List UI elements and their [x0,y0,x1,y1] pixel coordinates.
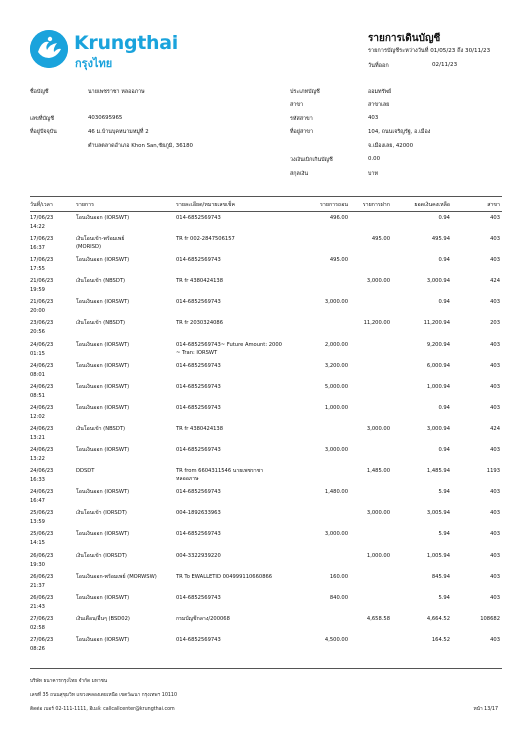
row-date: 26/06/23 [30,573,54,580]
account-type-label: ประเภทบัญชี [290,89,320,95]
row-branch: 1193 [486,468,500,475]
row-details-cont: หลออภาษ [176,476,199,483]
row-time: 12:02 [30,413,45,420]
row-date: 24/06/23 [30,362,54,369]
row-balance: 5.94 [438,531,450,538]
row-branch: 403 [490,489,500,496]
row-branch: 403 [490,257,500,264]
row-type: โอนเงินออก-พร้อมเพย์ (MORWSW) [76,573,157,580]
row-type: โอนเงินออก (IORSWT) [76,341,130,348]
row-branch: 403 [490,594,500,601]
row-branch: 403 [490,573,500,580]
row-date: 24/06/23 [30,341,54,348]
statement-period: รายการบัญชีระหว่างวันที่ 01/05/23 ถึง 30/11/23 [368,48,491,54]
row-time: 19:59 [30,287,45,294]
table-row [30,233,502,254]
header-branch: สาขา [487,202,500,208]
row-deposit: 3,000.00 [366,510,390,517]
row-type: เงินโอนเข้า (IORSDT) [76,510,127,517]
row-deposit: 1,485.00 [366,468,390,475]
row-branch: 403 [490,552,500,559]
row-time: 16:37 [30,245,45,252]
table-row [30,381,502,402]
row-details: TR fr 002-2847506157 [176,236,235,243]
address-line1: 46 ม.บ้านบุคหนามหมู่ที่ 2 [88,129,149,135]
row-details: 014-6852569743 [176,594,221,601]
row-branch: 403 [490,341,500,348]
row-balance: 3,005.94 [426,510,450,517]
row-type: โอนเงินออก (IORSWT) [76,215,130,221]
table-row [30,296,502,317]
row-date: 26/06/23 [30,552,54,559]
row-withdrawal: 3,200.00 [324,362,348,369]
table-row [30,317,502,338]
brand-name-en: Krungthai [74,32,178,54]
footer-address: เลขที่ 35 ถนนสุขุมวิท แขวงคลองเตยเหนือ เขตวัฒนา กรุงเทพฯ 10110 [30,693,178,698]
row-date: 27/06/23 [30,636,54,643]
row-details: TR fr 2030324086 [176,320,224,327]
row-type: โอนเงินออก (IORSWT) [76,383,130,390]
row-type: โอนเงินออก (IORSWT) [76,362,130,369]
branch-code-value: 403 [368,115,379,121]
table-row [30,634,502,655]
row-deposit: 495.00 [371,236,390,243]
row-time: 19:30 [30,561,45,568]
row-branch: 403 [490,215,500,221]
row-date: 25/06/23 [30,531,54,538]
header-type: รายการ [76,202,94,208]
row-branch: 424 [490,425,500,432]
row-balance: 0.94 [438,257,450,264]
table-row [30,528,502,549]
row-balance: 11,200.94 [423,320,450,327]
row-type: DDSDT [76,468,95,475]
row-branch: 203 [490,320,500,327]
row-time: 02:58 [30,624,45,631]
account-type-value: ออมทรัพย์ [368,89,392,95]
table-row [30,465,502,486]
row-details: TR from 6604311546 นายเพชราชา [176,468,264,475]
row-balance: 0.94 [438,404,450,411]
row-type: เงินโอนเข้า (IORSDT) [76,552,127,559]
row-details: TR fr 4380424138 [176,425,224,432]
row-details: 014-6852569743 [176,636,221,643]
row-details: 014-6852569743 [176,489,221,496]
row-time: 08:51 [30,392,45,399]
table-row [30,613,502,634]
branch-label: สาขา [290,102,304,108]
row-details: 014-6852569743 [176,404,221,411]
krungthai-bird-icon [30,30,68,68]
row-withdrawal: 3,000.00 [324,299,348,306]
row-balance: 0.94 [438,215,450,221]
row-branch: 403 [490,362,500,369]
header-deposit: รายการฝาก [362,202,390,208]
row-date: 24/06/23 [30,404,54,411]
row-type: โอนเงินออก (IORSWT) [76,447,130,454]
row-branch: 424 [490,278,500,285]
row-withdrawal: 1,000.00 [324,404,348,411]
header-date: วันที่/เวลา [30,202,53,208]
row-deposit: 3,000.00 [366,425,390,432]
row-branch: 108682 [480,615,500,622]
footer-contact: ติดต่อ เบอร์ 02-111-1111, อีเมล์: callcallcenter@krungthai.com [30,707,175,712]
row-type: เงินเดือน/อื่นๆ (BSD02) [76,615,130,622]
row-balance: 9,200.94 [426,341,450,348]
row-time: 08:01 [30,371,45,378]
row-balance: 0.94 [438,447,450,454]
row-date: 17/06/23 [30,257,54,264]
row-branch: 403 [490,404,500,411]
row-branch: 403 [490,636,500,643]
table-row [30,550,502,571]
row-time: 16:47 [30,498,45,505]
row-date: 24/06/23 [30,489,54,496]
row-details: 004-1892633963 [176,510,221,517]
page-number: หน้า 13/17 [473,707,498,712]
row-type: โอนเงินออก (IORSWT) [76,489,130,496]
footer-company: บริษัท ธนาคารกรุงไทย จำกัด มหาชน [30,679,108,684]
row-details: 014-6852569743~ Future Amount: 2000 [176,341,282,348]
row-time: 13:59 [30,519,45,526]
issued-date-value: 02/11/23 [432,62,458,68]
currency-value: บาท [368,171,379,177]
address-line2: ตำบลตลาดอำเภอ Khon San,ชัยภูมิ, 36180 [88,143,193,149]
address-label: ที่อยู่ปัจจุบัน [30,129,57,135]
row-type: โอนเงินออก (IORSWT) [76,299,130,306]
table-row [30,360,502,381]
row-time: 14:15 [30,540,45,547]
brand-name-th: กรุงไทย [75,57,113,70]
row-type: เงินโอนเข้า-พร้อมเพย์ [76,236,125,243]
table-row [30,339,502,360]
table-row [30,571,502,592]
row-deposit: 1,000.00 [366,552,390,559]
table-row [30,402,502,423]
row-time: 20:56 [30,329,45,336]
table-row [30,444,502,465]
row-details: TR fr 4380424138 [176,278,224,285]
row-time: 21:37 [30,582,45,589]
row-time: 01:15 [30,350,45,357]
table-row [30,275,502,296]
row-balance: 1,005.94 [426,552,450,559]
row-balance: 1,485.94 [426,468,450,475]
row-withdrawal: 2,000.00 [324,341,348,348]
table-row [30,423,502,444]
row-withdrawal: 3,000.00 [324,447,348,454]
overdraft-value: 0.00 [368,156,381,162]
statement-title: รายการเดินบัญชี [368,33,441,44]
table-body [30,212,502,655]
row-details: 014-6852569743 [176,383,221,390]
header-details: รายละเอียด/หมายเลขเช็ค [176,202,236,208]
row-type: เงินโอนเข้า (NBSDT) [76,278,126,285]
row-time: 13:22 [30,456,45,463]
row-time: 17:55 [30,266,45,273]
row-branch: 403 [490,447,500,454]
row-type-cont: (MORISD) [76,244,102,251]
issued-date-label: วันที่ออก [368,63,389,69]
row-date: 24/06/23 [30,447,54,454]
row-details: 014-6852569743 [176,362,221,369]
account-number-label: เลขที่บัญชี [30,116,55,122]
row-date: 25/06/23 [30,510,54,517]
row-date: 26/06/23 [30,594,54,601]
row-type: เงินโอนเข้า (NBSDT) [76,425,126,432]
row-withdrawal: 495.00 [329,257,348,264]
overdraft-label: วงเงินเบิกเกินบัญชี [290,157,333,163]
table-row [30,507,502,528]
row-date: 21/06/23 [30,278,54,285]
table-row [30,486,502,507]
row-balance: 4,664.52 [426,615,450,622]
row-balance: 3,000.94 [426,278,450,285]
row-date: 24/06/23 [30,468,54,475]
currency-label: สกุลเงิน [290,171,309,177]
row-deposit: 11,200.00 [363,320,390,327]
row-branch: 403 [490,531,500,538]
row-details: 014-6852569743 [176,215,221,221]
row-time: 16:33 [30,477,45,484]
account-number-value: 4030695965 [88,115,123,121]
row-withdrawal: 5,000.00 [324,383,348,390]
row-withdrawal: 1,480.00 [324,489,348,496]
row-withdrawal: 496.00 [329,215,348,221]
table-bottom-rule [30,668,502,669]
row-withdrawal: 160.00 [329,573,348,580]
row-deposit: 3,000.00 [366,278,390,285]
row-details: 014-6852569743 [176,257,221,264]
row-type: โอนเงินออก (IORSWT) [76,404,130,411]
row-date: 21/06/23 [30,299,54,306]
row-date: 17/06/23 [30,236,54,243]
row-branch: 403 [490,236,500,243]
row-date: 17/06/23 [30,215,54,221]
account-name-value: นายเพชราชา หลออภาษ [88,89,145,95]
row-type: โอนเงินออก (IORSWT) [76,257,130,264]
branch-code-label: รหัสสาขา [290,116,313,122]
row-time: 13:21 [30,434,45,441]
row-balance: 5.94 [438,594,450,601]
krungthai-logo [30,30,178,70]
row-time: 14:22 [30,224,45,230]
row-details-cont: ~ Tran: IORSWT [176,349,218,356]
row-details: TR To EWALLETID 004999110660866 [176,573,273,580]
row-time: 21:43 [30,603,45,610]
header-withdrawal: รายการถอน [320,202,348,208]
row-details: 014-6852569743 [176,531,221,538]
row-balance: 164.52 [431,636,450,643]
row-type: โอนเงินออก (IORSWT) [76,594,130,601]
row-date: 27/06/23 [30,615,54,622]
row-time: 20:00 [30,308,45,315]
row-details: 014-6852569743 [176,447,221,454]
row-details: 004-3322939220 [176,552,221,559]
row-withdrawal: 3,000.00 [324,531,348,538]
table-header [30,196,502,212]
transaction-table [30,196,502,655]
row-balance: 6,000.94 [426,362,450,369]
row-details: 014-6852569743 [176,299,221,306]
row-branch: 403 [490,383,500,390]
row-time: 08:26 [30,645,45,652]
branch-address-line1: 104, ถนนเจริญรัฐ, อ.เมือง [368,129,431,135]
row-balance: 495.94 [431,236,450,243]
row-date: 24/06/23 [30,425,54,432]
branch-address-line2: จ.เมืองเลย, 42000 [368,143,414,149]
row-balance: 0.94 [438,299,450,306]
branch-value: สาขาเลย [368,102,390,108]
table-row [30,254,502,275]
row-withdrawal: 4,500.00 [324,636,348,643]
row-date: 24/06/23 [30,383,54,390]
row-details: กรมบัญชีกลาง/200068 [176,615,230,622]
row-date: 23/06/23 [30,320,54,327]
row-type: โอนเงินออก (IORSWT) [76,531,130,538]
table-row [30,592,502,613]
row-withdrawal: 840.00 [329,594,348,601]
row-deposit: 4,658.58 [366,615,390,622]
row-branch: 403 [490,299,500,306]
row-balance: 5.94 [438,489,450,496]
row-balance: 1,000.94 [426,383,450,390]
row-type: โอนเงินออก (IORSWT) [76,636,130,643]
account-name-label: ชื่อบัญชี [30,89,49,95]
row-branch: 403 [490,510,500,517]
row-balance: 845.94 [431,573,450,580]
header-balance: ยอดเงินคงเหลือ [414,202,450,208]
table-row [30,212,502,233]
row-type: เงินโอนเข้า (NBSDT) [76,320,126,327]
row-balance: 3,000.94 [426,425,450,432]
branch-address-label: ที่อยู่สาขา [290,129,313,135]
